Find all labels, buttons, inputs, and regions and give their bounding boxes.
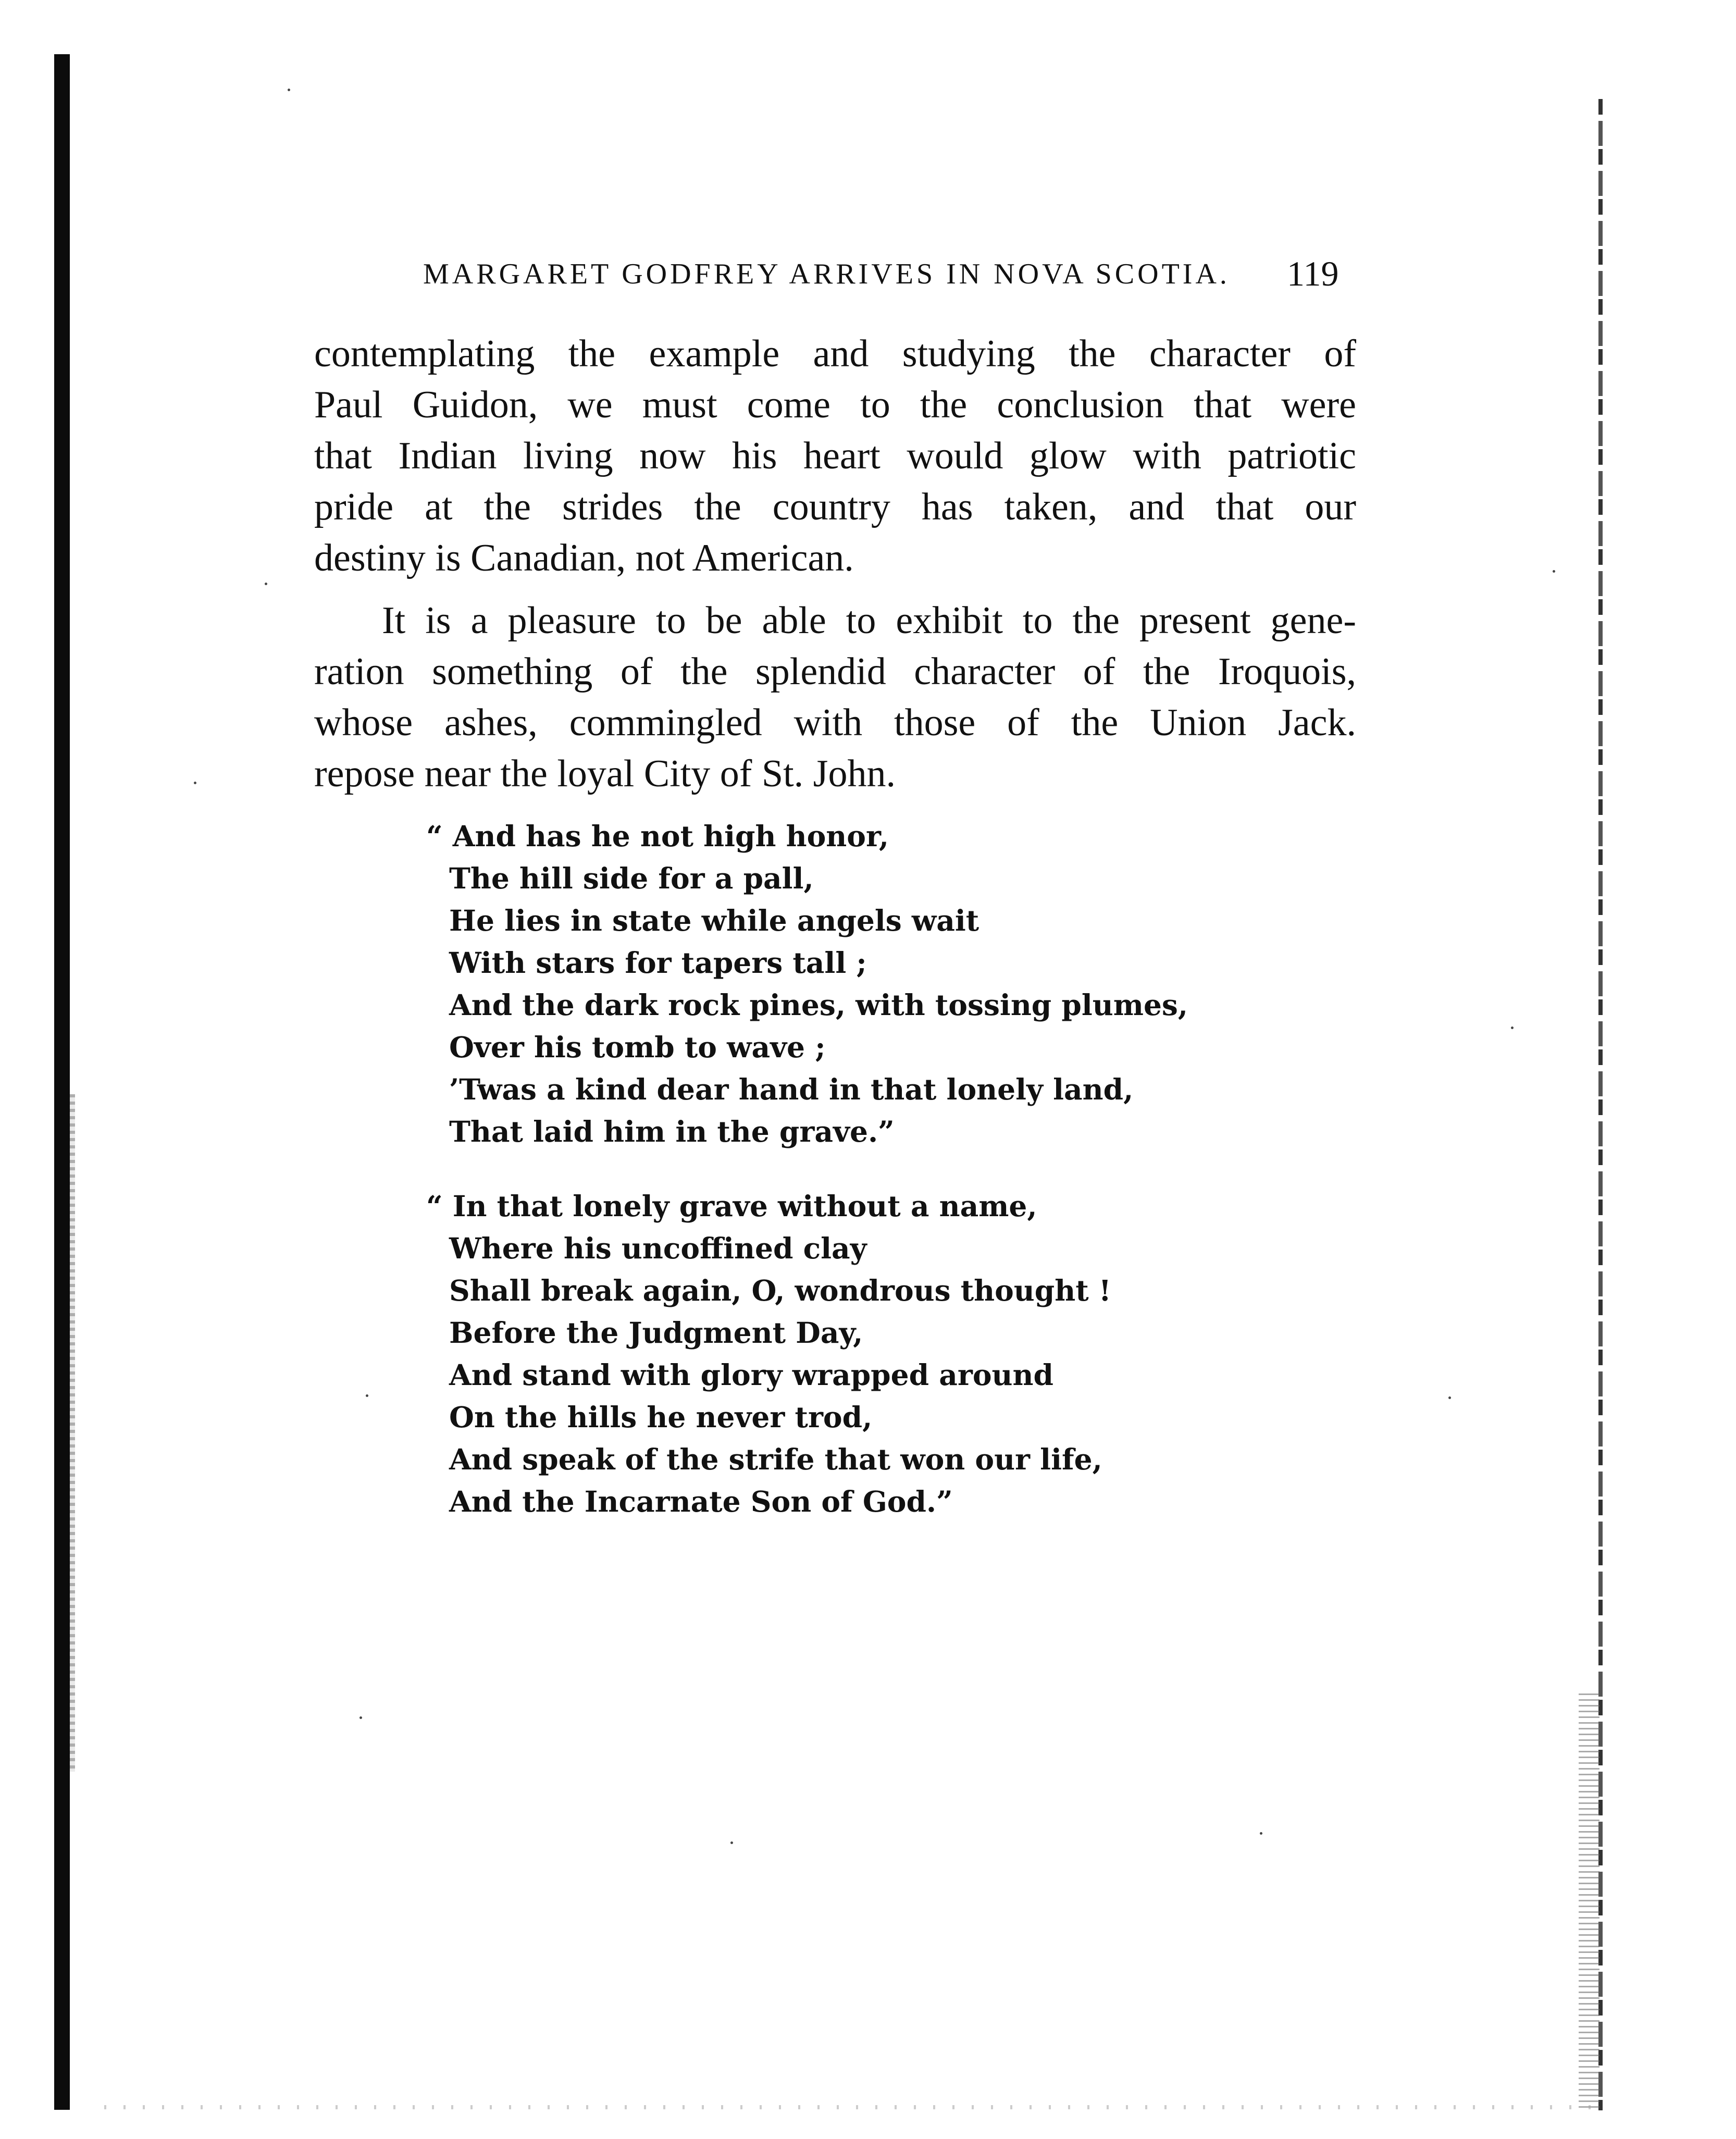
text-line: contemplating the example and studying the character of [314, 332, 1356, 375]
verse-line: Over his tomb to wave ; [449, 1030, 826, 1064]
verse-line: Where his uncoffined clay [449, 1231, 867, 1265]
verse-line: “ And has he not high honor, [426, 819, 889, 853]
scan-speck [194, 782, 196, 784]
verse-line: On the hills he never trod, [449, 1400, 873, 1434]
scan-speck [1448, 1396, 1451, 1399]
scan-speck [359, 1716, 362, 1719]
scan-speck [1260, 1832, 1262, 1835]
verse-stanza [426, 1185, 1111, 1523]
verse-line: Before the Judgment Day, [449, 1316, 863, 1350]
verse-line: He lies in state while angels wait [449, 904, 979, 937]
scan-speck [1553, 570, 1555, 573]
binding-texture [70, 1094, 75, 1772]
text-line: pride at the strides the country has taken, and that our [314, 486, 1356, 528]
text-line: Paul Guidon, we must come to the conclusion that were [314, 384, 1356, 426]
verse-line: And speak of the strife that won our life, [449, 1442, 1102, 1476]
paragraph [314, 595, 1356, 799]
paragraph [314, 328, 1356, 584]
scan-speck [1511, 1027, 1514, 1029]
scan-speck [265, 583, 267, 585]
scan-speck [730, 1841, 733, 1844]
verse-line: With stars for tapers tall ; [449, 946, 867, 980]
scan-noise [104, 2105, 1594, 2109]
verse-line: “ In that lonely grave without a name, [426, 1189, 1037, 1223]
verse-line: And stand with glory wrapped around [449, 1358, 1053, 1392]
verse-stanza [426, 815, 1188, 1153]
text-line: that Indian living now his heart would glow with patriotic [314, 435, 1356, 477]
verse-line: The hill side for a pall, [449, 861, 814, 895]
verse-line: And the Incarnate Son of God.” [449, 1485, 953, 1518]
scan-speck [288, 89, 290, 91]
verse-line: ’Twas a kind dear hand in that lonely land, [449, 1072, 1134, 1106]
prose-body [314, 328, 1356, 799]
verse-line: And the dark rock pines, with tossing plumes, [449, 988, 1188, 1022]
page-edge-texture [1579, 1693, 1599, 2110]
text-line: repose near the loyal City of St. John. [314, 752, 896, 795]
page-number: 119 [1287, 254, 1339, 293]
binding-shadow [54, 54, 70, 2110]
scan-speck [366, 1394, 368, 1397]
verse-line: That laid him in the grave.” [449, 1115, 895, 1148]
text-line: It is a pleasure to be able to exhibit to the present gene- [382, 599, 1356, 642]
text-line: ration something of the splendid character of the Iroquois, [314, 650, 1356, 693]
running-head: MARGARET GODFREY ARRIVES IN NOVA SCOTIA. [423, 258, 1230, 290]
text-line: whose ashes, commingled with those of the Union Jack. [314, 701, 1356, 744]
verse-line: Shall break again, O, wondrous thought ! [449, 1273, 1111, 1307]
text-line: destiny is Canadian, not American. [314, 537, 854, 579]
